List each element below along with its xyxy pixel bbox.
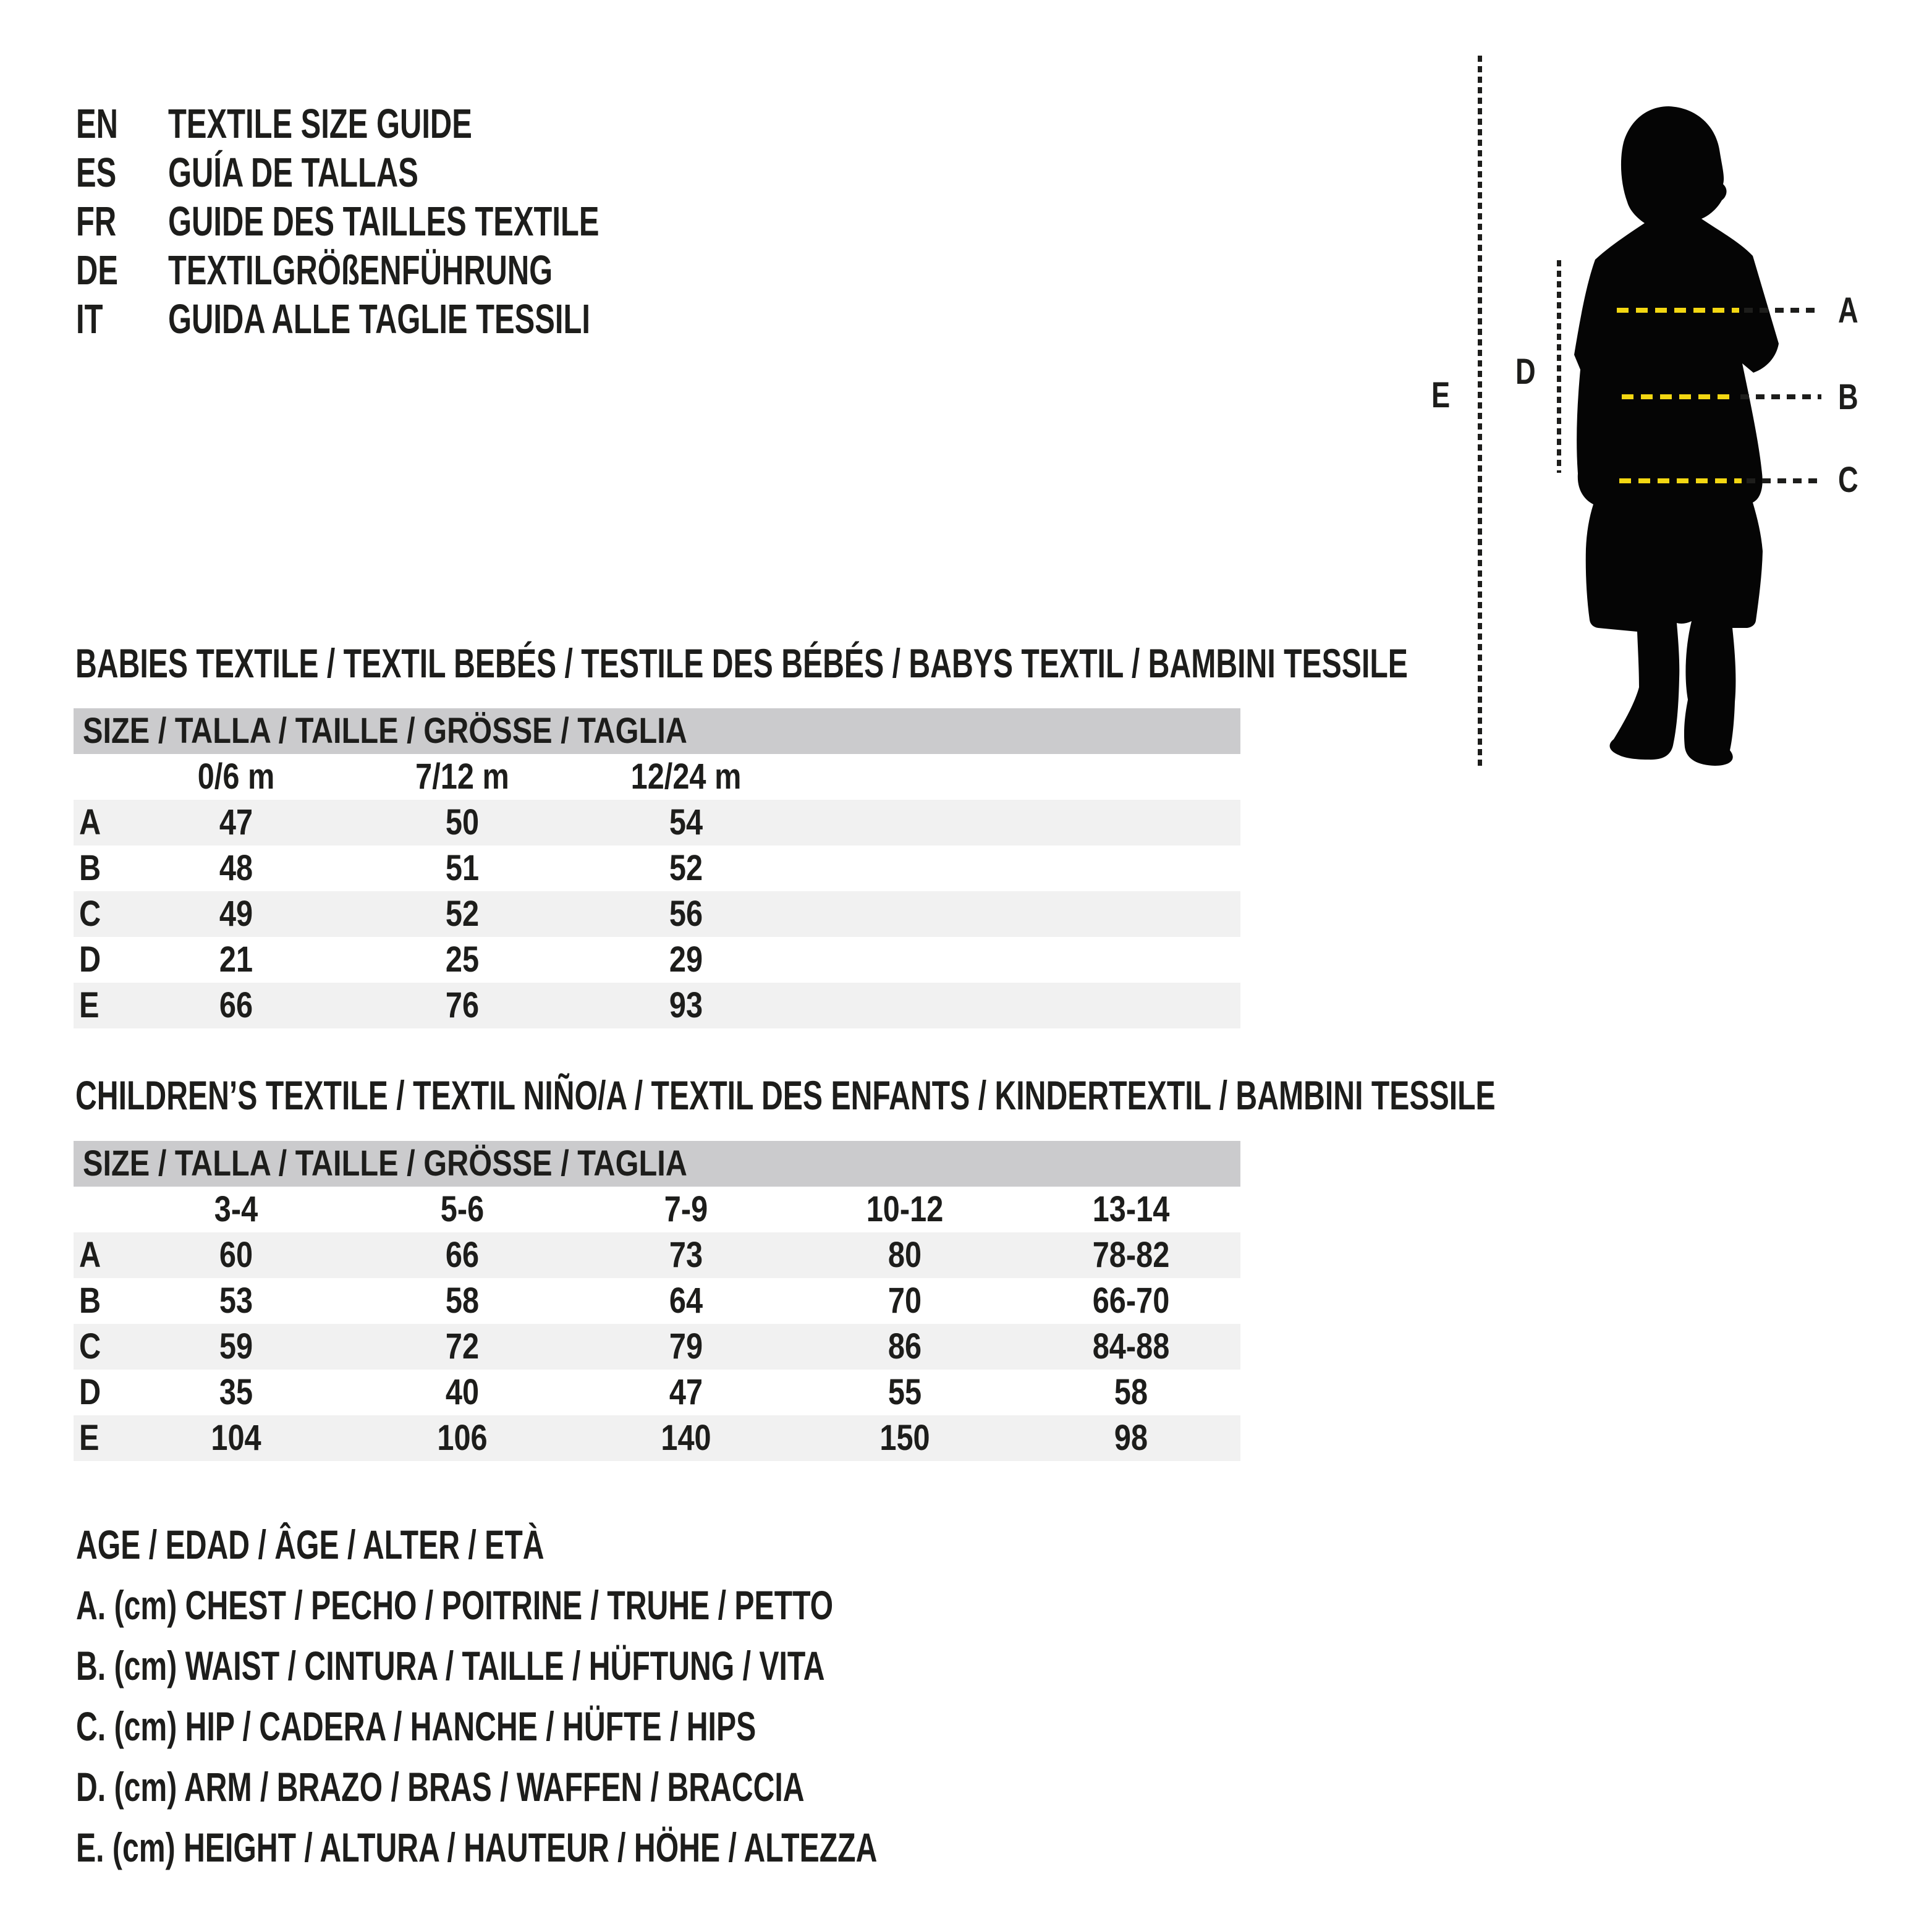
row-label: A — [79, 1235, 101, 1275]
measure-label-e: E — [1431, 375, 1451, 415]
table-row-e — [74, 1415, 1240, 1461]
cell-value: 66-70 — [1092, 1281, 1170, 1321]
cell-value: 55 — [888, 1372, 922, 1412]
children-col-13-14: 13-14 — [1092, 1189, 1170, 1229]
cell-value: 25 — [445, 939, 480, 980]
table-row-d — [74, 1370, 1240, 1415]
cell-value: 54 — [669, 802, 703, 842]
legend-waist-line: B. (cm) WAIST / CINTURA / TAILLE / HÜFTUNG / VITA — [76, 1643, 825, 1688]
cell-value: 52 — [445, 894, 480, 934]
table-row-e — [74, 983, 1240, 1028]
cell-value: 48 — [219, 848, 253, 888]
cell-value: 104 — [211, 1418, 261, 1458]
cell-value: 79 — [669, 1326, 703, 1366]
cell-value: 70 — [888, 1281, 922, 1321]
cell-value: 49 — [219, 894, 253, 934]
cell-value: 53 — [219, 1281, 253, 1321]
language-guide-title: TEXTILGRÖßENFÜHRUNG — [168, 247, 553, 294]
arm-measure-dotted-line-d — [1557, 260, 1561, 473]
row-label: C — [79, 894, 101, 934]
legend-height-line: E. (cm) HEIGHT / ALTURA / HAUTEUR / HÖHE / ALTEZZA — [76, 1824, 878, 1870]
cell-value: 93 — [669, 985, 703, 1025]
language-code: IT — [76, 296, 103, 342]
waist-line-yellow — [1622, 394, 1735, 399]
cell-value: 73 — [669, 1235, 703, 1275]
legend-chest-line: A. (cm) CHEST / PECHO / POITRINE / TRUHE / PETTO — [76, 1582, 834, 1628]
row-label: E — [79, 1418, 100, 1458]
children-col-5-6: 5-6 — [440, 1189, 485, 1229]
cell-value: 84-88 — [1092, 1326, 1170, 1366]
babies-col-0-6m: 0/6 m — [197, 756, 275, 797]
cell-value: 98 — [1114, 1418, 1148, 1458]
cell-value: 56 — [669, 894, 703, 934]
children-col-7-9: 7-9 — [664, 1189, 708, 1229]
cell-value: 35 — [219, 1372, 253, 1412]
row-label: E — [79, 985, 100, 1025]
cell-value: 78-82 — [1092, 1235, 1170, 1275]
cell-value: 150 — [879, 1418, 930, 1458]
table-row-b — [74, 1278, 1240, 1324]
measurement-legend — [76, 1514, 1174, 1878]
row-label: D — [79, 1372, 101, 1412]
cell-value: 140 — [661, 1418, 711, 1458]
row-label: B — [79, 1281, 101, 1321]
cell-value: 47 — [219, 802, 253, 842]
babies-section-title: BABIES TEXTILE / TEXTIL BEBÉS / TESTILE DES BÉBÉS / BABYS TEXTIL / BAMBINI TESSILE — [75, 640, 1408, 686]
cell-value: 86 — [888, 1326, 922, 1366]
cell-value: 64 — [669, 1281, 703, 1321]
cell-value: 58 — [445, 1281, 480, 1321]
cell-value: 51 — [445, 848, 480, 888]
language-code: FR — [76, 198, 117, 245]
chest-line-yellow — [1617, 308, 1739, 313]
cell-value: 50 — [445, 802, 480, 842]
language-guide-title: GUIDA ALLE TAGLIE TESSILI — [168, 296, 590, 342]
table-row-b — [74, 845, 1240, 891]
babies-size-header: SIZE / TALLA / TAILLE / GRÖSSE / TAGLIA — [83, 711, 687, 751]
row-label: C — [79, 1326, 101, 1366]
cell-value: 66 — [445, 1235, 480, 1275]
measure-label-a: A — [1838, 290, 1858, 331]
row-label: B — [79, 848, 101, 888]
cell-value: 21 — [219, 939, 253, 980]
cell-value: 47 — [669, 1372, 703, 1412]
table-row-a — [74, 800, 1240, 845]
cell-value: 106 — [437, 1418, 488, 1458]
language-code: DE — [76, 247, 118, 294]
table-row-c — [74, 891, 1240, 937]
row-label: D — [79, 939, 101, 980]
language-guide-title: TEXTILE SIZE GUIDE — [168, 101, 472, 147]
children-col-3-4: 3-4 — [214, 1189, 258, 1229]
children-section-title: CHILDREN’S TEXTILE / TEXTIL NIÑO/A / TEXTIL DES ENFANTS / KINDERTEXTIL / BAMBINI TESSILE — [75, 1072, 1496, 1118]
language-guide-title: GUIDE DES TAILLES TEXTILE — [168, 198, 600, 245]
legend-age-line: AGE / EDAD / ÂGE / ALTER / ETÀ — [76, 1522, 544, 1567]
children-column-header-row — [74, 1187, 1240, 1232]
language-guide-title: GUÍA DE TALLAS — [168, 150, 418, 196]
legend-arm-line: D. (cm) ARM / BRAZO / BRAS / WAFFEN / BRACCIA — [76, 1764, 805, 1810]
cell-value: 76 — [445, 985, 480, 1025]
row-label: A — [79, 802, 101, 842]
cell-value: 80 — [888, 1235, 922, 1275]
hip-line-yellow — [1619, 478, 1742, 483]
babies-column-header-row — [74, 754, 1240, 800]
cell-value: 58 — [1114, 1372, 1148, 1412]
measure-label-c: C — [1838, 460, 1858, 500]
children-size-header: SIZE / TALLA / TAILLE / GRÖSSE / TAGLIA — [83, 1143, 687, 1184]
language-code: EN — [76, 101, 118, 147]
cell-value: 52 — [669, 848, 703, 888]
language-code: ES — [76, 150, 117, 196]
cell-value: 72 — [445, 1326, 480, 1366]
measure-label-d: D — [1515, 352, 1536, 392]
table-row-d — [74, 937, 1240, 983]
chest-line-leader — [1744, 308, 1821, 313]
cell-value: 66 — [219, 985, 253, 1025]
cell-value: 40 — [445, 1372, 480, 1412]
legend-hip-line: C. (cm) HIP / CADERA / HANCHE / HÜFTE / HIPS — [76, 1703, 756, 1749]
children-col-10-12: 10-12 — [866, 1189, 944, 1229]
babies-col-7-12m: 7/12 m — [415, 756, 509, 797]
table-row-a — [74, 1232, 1240, 1278]
measure-label-b: B — [1838, 377, 1858, 417]
cell-value: 29 — [669, 939, 703, 980]
cell-value: 60 — [219, 1235, 253, 1275]
waist-line-leader — [1740, 394, 1821, 399]
table-row-c — [74, 1324, 1240, 1370]
hip-line-leader — [1747, 478, 1821, 483]
babies-col-12-24m: 12/24 m — [630, 756, 742, 797]
cell-value: 59 — [219, 1326, 253, 1366]
